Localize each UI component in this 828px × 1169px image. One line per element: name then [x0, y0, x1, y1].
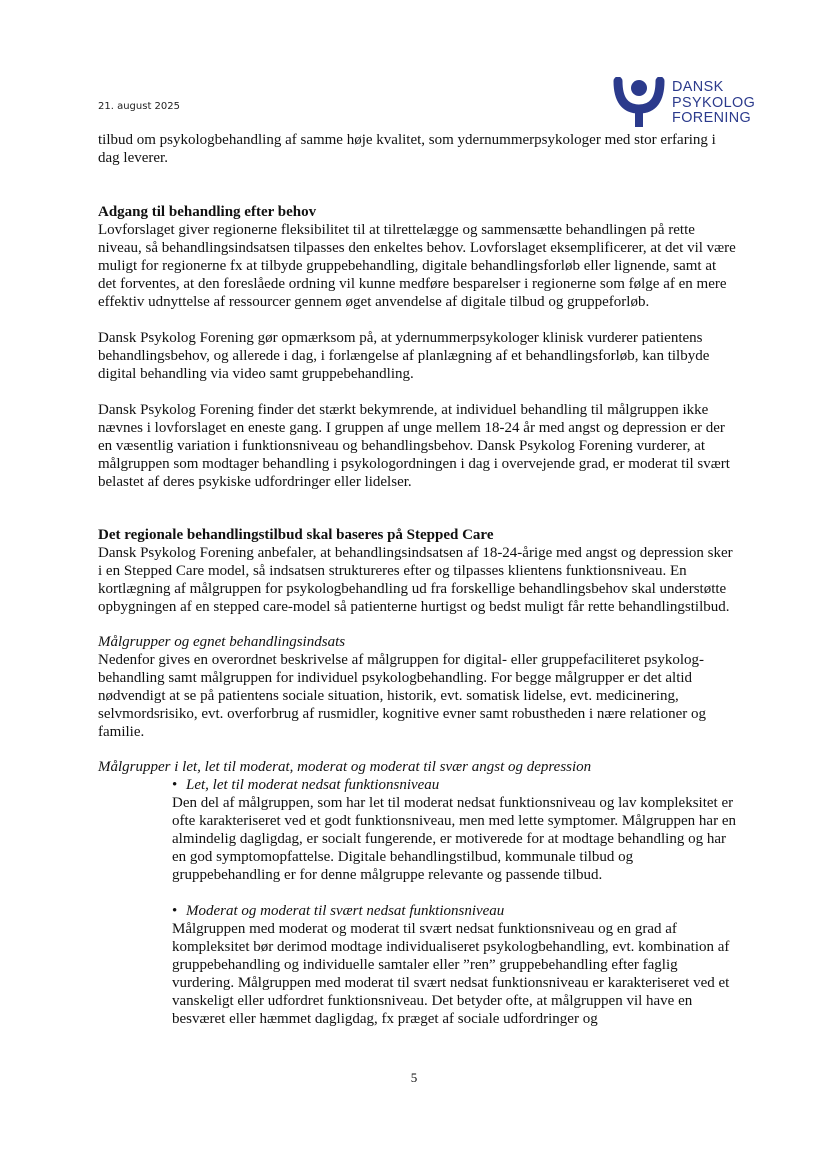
- document-body: [98, 131, 738, 1028]
- section-heading-stepped-care: Det regionale behandlingstilbud skal baseres på Stepped Care: [98, 527, 494, 543]
- bullet-item: [172, 902, 738, 1028]
- logo-text-line2: PSYKOLOG: [672, 94, 756, 111]
- subheading-maalgrupper: Målgrupper og egnet behandlingsindsats: [98, 634, 346, 650]
- logo-text-line1: DANSK: [672, 79, 724, 95]
- paragraph: Dansk Psykolog Forening anbefaler, at behandlingsindsatsen af 18-24-årige med angst og depression sker i en Stepped Care model, så indsatsen struktureres efter og tilpasses klientens funktionsniveau. En kortlægning af målgruppen for psykologbehandling ud fra forskellige behandlingsbehov skal understøtte opbygningen af en stepped care-model så patienterne hurtigst og bedst muligt får rette behandlingstilbud.: [98, 545, 733, 615]
- logo-text-line3: FORENING: [672, 110, 752, 126]
- bullet-title: Let, let til moderat nedsat funktionsniveau: [186, 777, 440, 793]
- bullet-item: [172, 776, 738, 884]
- paragraph: Dansk Psykolog Forening finder det stærkt bekymrende, at individuel behandling til målgruppen ikke nævnes i lovforslaget en eneste gang. I gruppen af unge mellem 18-24 år med angst og depression er der en væsentlig variation i funktionsniveau og behandlingsbehov. Dansk Psykolog Forening vurderer, at målgruppen som modtager behandling i psykologordningen i dag i overvejende grad, er moderat til svært belastet af deres psykiske udfordringer eller lidelser.: [98, 402, 730, 490]
- paragraph: Nedenfor gives en overordnet beskrivelse af målgruppen for digital- eller gruppefaciliteret psykologbehandling samt målgruppen for individuel psykologbehandling. For begge målgrupper er det altid nødvendigt at se på patientens sociale situation, historik, evt. somatisk lidelse, evt. medicinering, selvmordsrisiko, evt. overforbrug af rusmidler, kognitive evner samt robustheden i nære relationer og familie.: [98, 652, 706, 740]
- bullet-text: Målgruppen med moderat og moderat til svært nedsat funktionsniveau og en grad af kompleksitet bør derimod modtage individualiseret psykologbehandling, evt. kombination af gruppebehandling og individuelle samtaler eller ”ren” gruppebehandling efter faglig vurdering. Målgruppen med moderat til svært nedsat funktionsniveau er karakteriseret ved et vanskeligt eller udfordret funktionsniveau. Det betyder ofte, at målgruppen vil have en besværet eller hæmmet dagligdag, fx præget af sociale udfordringer og: [172, 921, 730, 1027]
- intro-paragraph: tilbud om psykologbehandling af samme høje kvalitet, som ydernummerpsykologer med stor erfaring i dag leverer.: [98, 132, 716, 166]
- dpf-logo-icon: [613, 77, 665, 129]
- document-date: 21. august 2025: [98, 101, 180, 112]
- bullet-icon: •: [172, 777, 178, 793]
- dpf-logo: [613, 77, 755, 129]
- bullet-text: Den del af målgruppen, som har let til moderat nedsat funktionsniveau og lav kompleksitet er ofte karakteriseret ved et godt funktionsniveau, men med lette symptomer. Målgruppen har en almindelig dagligdag, er socialt fungerende, er motiverede for at modtage behandling og har en god symptomopfattelse. Digitale behandlingstilbud, kommunale tilbud og gruppebehandling er for denne målgruppe relevante og passende tilbud.: [172, 795, 736, 883]
- paragraph: Dansk Psykolog Forening gør opmærksom på, at ydernummerpsykologer klinisk vurderer patientens behandlingsbehov, og allerede i dag, i forlængelse af planlægning af et behandlingsforløb, kan tilbyde digital behandling via video samt gruppebehandling.: [98, 330, 710, 382]
- section-heading-adgang: Adgang til behandling efter behov: [98, 204, 317, 220]
- page-number: 5: [410, 1070, 418, 1085]
- subheading-maalgrupper-let: Målgrupper i let, let til moderat, moderat og moderat til svær angst og depression: [98, 759, 592, 775]
- bullet-icon: •: [172, 903, 178, 919]
- bullet-title: Moderat og moderat til svært nedsat funktionsniveau: [186, 903, 505, 919]
- paragraph: Lovforslaget giver regionerne fleksibilitet til at tilrettelægge og sammensætte behandlingen på rette niveau, så behandlingsindsatsen tilpasses den enkeltes behov. Lovforslaget eksemplificerer, at det vil være muligt for regionerne fx at tilbyde gruppebehandling, digitale behandlingsforløb eller lignende, samt at det forventes, at den foreslåede ordning vil kunne medføre besparelser i regionerne som følge af en mere effektiv udnyttelse af ressourcer gennem øget anvendelse af digitale tilbud og gruppeforløb.: [98, 222, 736, 310]
